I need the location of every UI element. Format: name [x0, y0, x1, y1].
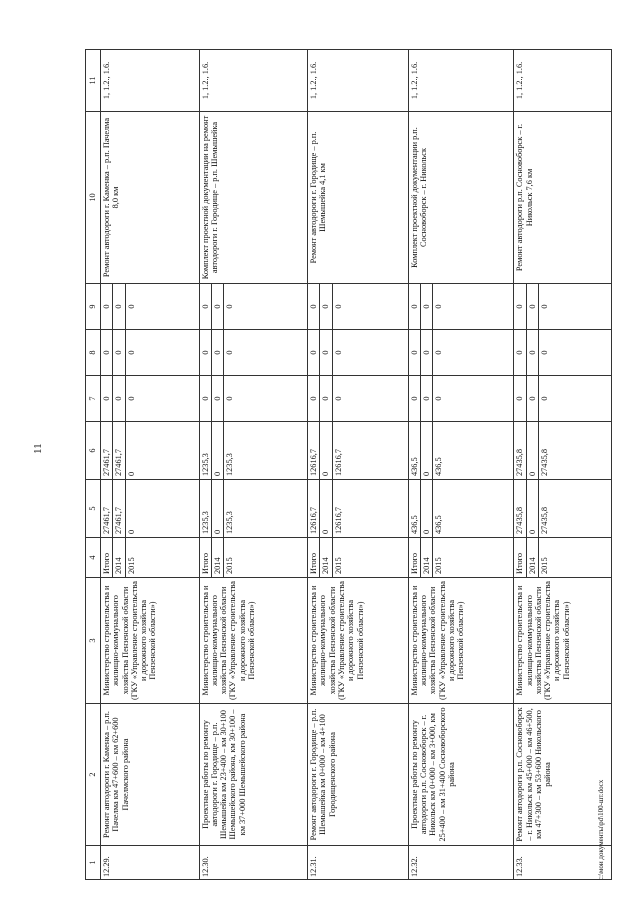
row-number: 12.30. — [199, 846, 308, 880]
total-cell: 27461,7 — [113, 480, 125, 538]
other-sources-cell: 0 — [332, 284, 408, 330]
other-sources-cell: 0 — [101, 284, 113, 330]
federal-budget-cell: 0 — [320, 376, 332, 422]
indicator-ref: 1, 1.2., 1.6. — [199, 50, 308, 112]
executor: Министерство строительства и жилищно-коммунального хозяйства Пензенской области (ГКУ «Управление строительства и дорожного хозяйства Пензенской области») — [514, 578, 612, 704]
expected-result: Ремонт автодороги г. Каменка – р.п. Пачелма 8,0 км — [101, 112, 200, 284]
federal-budget-cell: 0 — [224, 376, 308, 422]
regional-budget-cell: 436,5 — [408, 422, 420, 480]
total-cell: 27435,8 — [538, 480, 611, 538]
federal-budget-cell: 0 — [199, 376, 211, 422]
indicator-ref: 1, 1.2., 1.6. — [514, 50, 612, 112]
col-header-6: 6 — [86, 422, 101, 480]
local-budget-cell: 0 — [125, 330, 199, 376]
col-header-11: 11 — [86, 50, 101, 112]
regional-budget-cell: 1235,3 — [224, 422, 308, 480]
period-cell: 2015 — [332, 538, 408, 578]
work-name: Ремонт автодороги г. Каменка – р.п. Пачелма км 47+600 – км 62+600 Пачелмского района — [101, 704, 200, 846]
total-cell: 0 — [526, 480, 538, 538]
other-sources-cell: 0 — [433, 284, 514, 330]
program-table — [85, 49, 612, 880]
expected-result: Комплект проектной документации на ремонт автодороги г. Городище – р.п. Шемышейка — [199, 112, 308, 284]
row-number: 12.29. — [101, 846, 200, 880]
table-row — [199, 50, 211, 880]
total-cell: 12616,7 — [308, 480, 320, 538]
federal-budget-cell: 0 — [408, 376, 420, 422]
federal-budget-cell: 0 — [433, 376, 514, 422]
executor: Министерство строительства и жилищно-коммунального хозяйства Пензенской области (ГКУ «Управление строительства и дорожного хозяйства Пензенской области») — [308, 578, 409, 704]
total-cell: 0 — [125, 480, 199, 538]
local-budget-cell: 0 — [538, 330, 611, 376]
work-name: Ремонт автодороги р.п. Сосновоборск – г. Никольск км 45+000 – км 46+500, км 47+300 – км 53+600 Никольского района — [514, 704, 612, 846]
total-cell: 27435,8 — [514, 480, 526, 538]
other-sources-cell: 0 — [420, 284, 432, 330]
other-sources-cell: 0 — [211, 284, 223, 330]
regional-budget-cell: 0 — [320, 422, 332, 480]
total-cell: 12616,7 — [332, 480, 408, 538]
total-cell: 27461,7 — [101, 480, 113, 538]
regional-budget-cell: 27435,8 — [514, 422, 526, 480]
local-budget-cell: 0 — [199, 330, 211, 376]
other-sources-cell: 0 — [125, 284, 199, 330]
total-cell: 1235,3 — [199, 480, 211, 538]
other-sources-cell: 0 — [526, 284, 538, 330]
table-row — [308, 50, 320, 880]
regional-budget-cell: 27435,8 — [538, 422, 611, 480]
col-header-5: 5 — [86, 480, 101, 538]
total-cell: 0 — [420, 480, 432, 538]
executor: Министерство строительства и жилищно-коммунального хозяйства Пензенской области (ГКУ «Управление строительства и дорожного хозяйства Пензенской области») — [408, 578, 514, 704]
indicator-ref: 1, 1.2., 1.6. — [308, 50, 409, 112]
period-cell: 2014 — [113, 538, 125, 578]
col-header-10: 10 — [86, 112, 101, 284]
regional-budget-cell: 436,5 — [433, 422, 514, 480]
regional-budget-cell: 12616,7 — [308, 422, 320, 480]
regional-budget-cell: 0 — [420, 422, 432, 480]
expected-result: Ремонт автодороги г. Городище – р.п. Шемышейка 4,1 км — [308, 112, 409, 284]
work-name: Проектные работы по ремонту автодороги р.п. Сосновоборск – г. Никольск км 0+000 – км 3+000, км 25+400 – км 31+400 Сосновоборского района — [408, 704, 514, 846]
other-sources-cell: 0 — [408, 284, 420, 330]
total-cell: 436,5 — [408, 480, 420, 538]
period-cell: 2015 — [224, 538, 308, 578]
page-number: 11 — [32, 443, 44, 454]
regional-budget-cell: 0 — [125, 422, 199, 480]
period-cell: Итого — [514, 538, 526, 578]
col-header-3: 3 — [86, 578, 101, 704]
table-body — [101, 50, 612, 880]
executor: Министерство строительства и жилищно-коммунального хозяйства Пензенской области (ГКУ «Управление строительства и дорожного хозяйства Пензенской области») — [199, 578, 308, 704]
total-cell: 1235,3 — [224, 480, 308, 538]
local-budget-cell: 0 — [408, 330, 420, 376]
local-budget-cell: 0 — [332, 330, 408, 376]
regional-budget-cell: 0 — [526, 422, 538, 480]
col-header-4: 4 — [86, 538, 101, 578]
regional-budget-cell: 1235,3 — [199, 422, 211, 480]
other-sources-cell: 0 — [320, 284, 332, 330]
indicator-ref: 1, 1.2., 1.6. — [101, 50, 200, 112]
table-row — [514, 50, 526, 880]
total-cell: 436,5 — [433, 480, 514, 538]
regional-budget-cell: 27461,7 — [113, 422, 125, 480]
federal-budget-cell: 0 — [538, 376, 611, 422]
local-budget-cell: 0 — [320, 330, 332, 376]
col-header-7: 7 — [86, 376, 101, 422]
regional-budget-cell: 12616,7 — [332, 422, 408, 480]
period-cell: Итого — [199, 538, 211, 578]
period-cell: Итого — [408, 538, 420, 578]
period-cell: 2014 — [420, 538, 432, 578]
expected-result: Ремонт автодороги р.п. Сосновоборск – г. Никольск 7,6 км — [514, 112, 612, 284]
row-number: 12.32. — [408, 846, 514, 880]
local-budget-cell: 0 — [211, 330, 223, 376]
federal-budget-cell: 0 — [101, 376, 113, 422]
column-number-row — [86, 50, 101, 880]
file-path-footer: c:\мои документы\pd\100-шт.docx — [597, 779, 605, 880]
period-cell: 2015 — [433, 538, 514, 578]
row-number: 12.33. — [514, 846, 612, 880]
other-sources-cell: 0 — [199, 284, 211, 330]
period-cell: 2015 — [125, 538, 199, 578]
local-budget-cell: 0 — [101, 330, 113, 376]
local-budget-cell: 0 — [224, 330, 308, 376]
period-cell: Итого — [308, 538, 320, 578]
indicator-ref: 1, 1.2., 1.6. — [408, 50, 514, 112]
col-header-1: 1 — [86, 846, 101, 880]
local-budget-cell: 0 — [433, 330, 514, 376]
period-cell: 2014 — [526, 538, 538, 578]
total-cell: 0 — [320, 480, 332, 538]
work-name: Ремонт автодороги г. Городище – р.п. Шемышейка км 0+000 – км 4+100 Городищенского района — [308, 704, 409, 846]
local-budget-cell: 0 — [113, 330, 125, 376]
federal-budget-cell: 0 — [514, 376, 526, 422]
federal-budget-cell: 0 — [211, 376, 223, 422]
local-budget-cell: 0 — [514, 330, 526, 376]
executor: Министерство строительства и жилищно-коммунального хозяйства Пензенской области (ГКУ «Управление строительства и дорожного хозяйства Пензенской области») — [101, 578, 200, 704]
col-header-2: 2 — [86, 704, 101, 846]
federal-budget-cell: 0 — [308, 376, 320, 422]
period-cell: 2015 — [538, 538, 611, 578]
other-sources-cell: 0 — [538, 284, 611, 330]
federal-budget-cell: 0 — [526, 376, 538, 422]
expected-result: Комплект проектной документации р.п. Сосновоборск – г. Никольск — [408, 112, 514, 284]
table-row — [101, 50, 113, 880]
federal-budget-cell: 0 — [125, 376, 199, 422]
other-sources-cell: 0 — [308, 284, 320, 330]
work-name: Проектные работы по ремонту автодороги г. Городище – р.п. Шемышейка км 23+400 – км 30+100 Шемышейского района, км 30+100 – км 37+000 Шемышейского района — [199, 704, 308, 846]
table-row — [408, 50, 420, 880]
regional-budget-cell: 0 — [211, 422, 223, 480]
local-budget-cell: 0 — [420, 330, 432, 376]
federal-budget-cell: 0 — [332, 376, 408, 422]
period-cell: Итого — [101, 538, 113, 578]
local-budget-cell: 0 — [308, 330, 320, 376]
other-sources-cell: 0 — [113, 284, 125, 330]
rotated-page — [85, 50, 603, 880]
period-cell: 2014 — [320, 538, 332, 578]
local-budget-cell: 0 — [526, 330, 538, 376]
col-header-8: 8 — [86, 330, 101, 376]
period-cell: 2014 — [211, 538, 223, 578]
federal-budget-cell: 0 — [113, 376, 125, 422]
federal-budget-cell: 0 — [420, 376, 432, 422]
col-header-9: 9 — [86, 284, 101, 330]
row-number: 12.31. — [308, 846, 409, 880]
total-cell: 0 — [211, 480, 223, 538]
regional-budget-cell: 27461,7 — [101, 422, 113, 480]
other-sources-cell: 0 — [224, 284, 308, 330]
other-sources-cell: 0 — [514, 284, 526, 330]
